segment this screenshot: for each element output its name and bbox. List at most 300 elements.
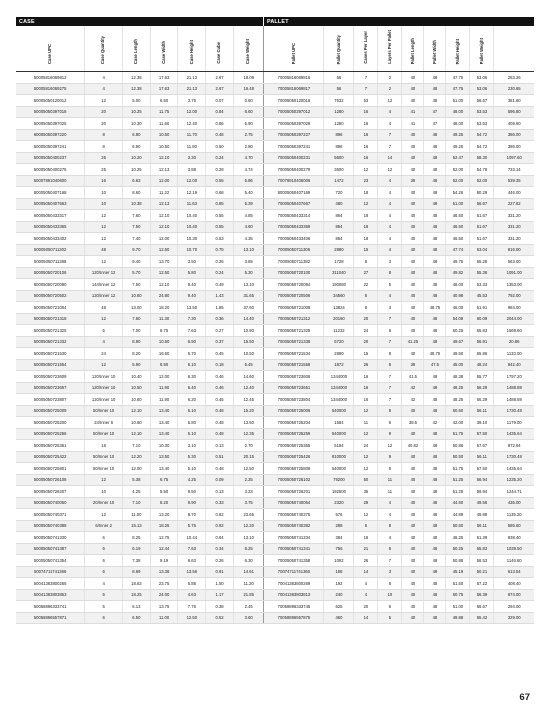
case-cell: 12.00 — [123, 463, 151, 475]
pallet-cell: 52.47 — [446, 152, 470, 164]
table-row — [264, 451, 534, 463]
case-cell: 9.19 — [150, 555, 178, 567]
case-cell: 50005050711302 — [16, 244, 85, 256]
pallet-cell: 70005050723651 — [264, 382, 324, 394]
table-row — [16, 302, 263, 314]
pallet-cell: 50.50 — [446, 405, 470, 417]
pallet-cell: 46.50 — [446, 210, 470, 222]
case-cell: 0.91 — [206, 566, 234, 578]
pallet-cell: 70005050711306 — [264, 244, 324, 256]
pallet-cell: 9 — [378, 463, 402, 475]
pallet-cell: 34560 — [324, 290, 354, 302]
pallet-cell: 1353.00 — [494, 279, 534, 291]
case-cell: 3.23 — [233, 486, 263, 498]
case-cell: 6 — [85, 325, 123, 337]
pallet-cell: 563.00 — [494, 256, 534, 268]
pallet-column-label: Layers Per Pallet — [386, 30, 392, 64]
case-cell: 6 — [85, 566, 123, 578]
case-cell: 0.55 — [206, 175, 234, 187]
pallet-cell: 48 — [424, 221, 446, 233]
pallet-column-label: Pallet Length — [409, 37, 415, 64]
case-cell: 8.75 — [150, 325, 178, 337]
pallet-cell: 49.88 — [470, 509, 494, 521]
pallet-cell: 15 — [354, 348, 378, 360]
pallet-cell: 70005050721534 — [264, 348, 324, 360]
case-cell: 120/Inner 10 — [85, 382, 123, 394]
pallet-cell: 11 — [378, 486, 402, 498]
case-cell: 12 — [85, 95, 123, 107]
case-cell: 5.75 — [178, 520, 206, 532]
table-row — [16, 106, 263, 118]
pallet-cell: 70058896333745 — [264, 601, 324, 613]
pallet-cell: 539.35 — [494, 175, 534, 187]
case-cell: 11.00 — [123, 509, 151, 521]
case-cell: 120/Inner 10 — [85, 394, 123, 406]
case-cell: 0.50 — [206, 141, 234, 153]
case-cell: 16 — [85, 175, 123, 187]
table-row — [264, 555, 534, 567]
pallet-cell: 1244.71 — [494, 486, 534, 498]
case-cell: 0.60 — [233, 95, 263, 107]
pallet-cell: 540000 — [324, 405, 354, 417]
case-cell: 3.10 — [178, 440, 206, 452]
pallet-cell: 48 — [424, 474, 446, 486]
pallet-cell: 48 — [424, 371, 446, 383]
table-row — [16, 417, 263, 429]
case-cell: 50005050723807 — [16, 394, 85, 406]
pallet-cell: 40 — [402, 83, 424, 95]
case-cell: 18 — [85, 440, 123, 452]
case-cell: 0.07 — [206, 95, 234, 107]
case-cell: 11.63 — [178, 198, 206, 210]
case-cell: 5.88 — [178, 578, 206, 590]
pallet-cell: 48 — [424, 589, 446, 601]
pallet-cell: 7 — [378, 371, 402, 383]
pallet-cell: 44.89 — [446, 509, 470, 521]
case-cell: 3.30 — [178, 152, 206, 164]
case-cell: 13.20 — [150, 509, 178, 521]
case-cell: 50005050741330 — [16, 532, 85, 544]
case-cell: 12.10 — [150, 279, 178, 291]
pallet-cell: 16 — [354, 394, 378, 406]
pallet-cell: 613.54 — [494, 566, 534, 578]
table-row — [264, 72, 534, 84]
case-cell: 3.75 — [233, 497, 263, 509]
pallet-cell: 26 — [354, 359, 378, 371]
pallet-cell: 4 — [378, 244, 402, 256]
case-cell: 5.80 — [178, 417, 206, 429]
pallet-cell: 48.75 — [424, 348, 446, 360]
case-cell: 12.38 — [123, 83, 151, 95]
pallet-cell: 48 — [424, 95, 446, 107]
pallet-cell: 18 — [354, 210, 378, 222]
pallet-cell: 48 — [424, 520, 446, 532]
case-cell: 10.50 — [233, 348, 263, 360]
case-cell: 8.20 — [123, 348, 151, 360]
table-row — [264, 198, 534, 210]
case-cell: 8.25 — [123, 532, 151, 544]
pallet-cell: 1488.88 — [494, 382, 534, 394]
pallet-cell: 51.50 — [446, 578, 470, 590]
pallet-cell: 40 — [402, 589, 424, 601]
pallet-cell: 4 — [378, 509, 402, 521]
pallet-cell: 6 — [378, 543, 402, 555]
case-cell: 50005816069812 — [16, 72, 85, 84]
pallet-cell: 47 — [424, 106, 446, 118]
pallet-cell: 54.26 — [446, 187, 470, 199]
pallet-cell: 70041383803813 — [264, 589, 324, 601]
pallet-cell: 168 — [324, 566, 354, 578]
pallet-cell: 4 — [378, 233, 402, 245]
pallet-cell: 1872 — [324, 359, 354, 371]
pallet-cell: 40 — [402, 325, 424, 337]
case-cell: 5.90 — [123, 359, 151, 371]
pallet-cell: 1280 — [324, 106, 354, 118]
pallet-cell: 331.20 — [494, 233, 534, 245]
case-cell: 50005050397025 — [16, 118, 85, 130]
case-cell: 0.75 — [206, 244, 234, 256]
pallet-cell: 896 — [324, 129, 354, 141]
case-cell: 10 — [85, 187, 123, 199]
pallet-cell: 1235.20 — [494, 474, 534, 486]
pallet-cell: 51.00 — [446, 198, 470, 210]
pallet-cell: 190080 — [324, 279, 354, 291]
pallet-cell: 70005050720094 — [264, 279, 324, 291]
pallet-cell: 48.75 — [424, 302, 446, 314]
pallet-cell: 49.75 — [446, 256, 470, 268]
case-cell: 10 — [85, 198, 123, 210]
case-cell: 0.26 — [206, 256, 234, 268]
pallet-cell: 48 — [424, 267, 446, 279]
case-cell: 4 — [85, 72, 123, 84]
case-cell: 11.75 — [150, 106, 178, 118]
pallet-cell: 596.80 — [494, 106, 534, 118]
case-cell: 12.44 — [150, 543, 178, 555]
case-cell: 10.44 — [178, 532, 206, 544]
pallet-cell: 11232 — [324, 325, 354, 337]
pallet-cell: 70005050726102 — [264, 474, 324, 486]
case-cell: 0.24 — [206, 267, 234, 279]
table-row — [16, 612, 263, 624]
pallet-cell: 70005050723606 — [264, 371, 324, 383]
case-cell: 12 — [85, 210, 123, 222]
pallet-cell: 50.25 — [446, 543, 470, 555]
pallet-cell: 5 — [378, 279, 402, 291]
case-column-header — [206, 26, 234, 72]
case-cell: 7.50 — [123, 279, 151, 291]
pallet-cell: 40 — [402, 95, 424, 107]
pallet-cell: 48 — [424, 175, 446, 187]
pallet-cell: 2880 — [324, 244, 354, 256]
pallet-cell: 50.50 — [446, 520, 470, 532]
case-cell: 80005050407168 — [16, 187, 85, 199]
pallet-cell: 48 — [424, 325, 446, 337]
pallet-cell: 56 — [324, 72, 354, 84]
pallet-table-body — [264, 72, 534, 624]
pallet-cell: 55.42 — [470, 612, 494, 624]
pallet-cell: 1584 — [324, 417, 354, 429]
pallet-cell: 70005050433369 — [264, 221, 324, 233]
pallet-cell: 39 — [402, 175, 424, 187]
case-cell: 0.18 — [206, 359, 234, 371]
table-row — [264, 164, 534, 176]
case-cell: 8.90 — [123, 336, 151, 348]
case-cell: 2.80 — [233, 141, 263, 153]
case-cell: 5.10 — [178, 405, 206, 417]
spec-tables — [16, 17, 534, 624]
pallet-column-header — [264, 26, 324, 72]
pallet-cell: 15 — [354, 244, 378, 256]
case-cell: 50005050721554 — [16, 359, 85, 371]
case-cell: 6.40 — [178, 382, 206, 394]
pallet-cell: 70005816069817 — [264, 83, 324, 95]
pallet-cell: 6 — [354, 520, 378, 532]
case-cell: 60005050397220 — [16, 129, 85, 141]
table-row — [264, 486, 534, 498]
case-cell: 10.20 — [123, 152, 151, 164]
case-cell: 50007891040600 — [16, 175, 85, 187]
table-row — [16, 152, 263, 164]
pallet-cell: 41.5 — [402, 371, 424, 383]
pallet-cell: 40 — [402, 256, 424, 268]
pallet-cell: 57.50 — [470, 463, 494, 475]
case-column-label: Case Weight — [245, 38, 251, 64]
pallet-cell: 446.00 — [494, 187, 534, 199]
case-cell: 9.70 — [178, 509, 206, 521]
pallet-cell: 29 — [354, 497, 378, 509]
pallet-cell: 381.60 — [494, 95, 534, 107]
pallet-cell: 50 — [354, 474, 378, 486]
case-cell: 10.50 — [150, 336, 178, 348]
table-row — [16, 313, 263, 325]
case-cell: 0.45 — [206, 394, 234, 406]
case-cell: 0.24 — [206, 152, 234, 164]
pallet-cell: 70005050120016 — [264, 95, 324, 107]
pallet-cell: 48 — [424, 601, 446, 613]
table-row — [16, 187, 263, 199]
pallet-cell: 57.22 — [470, 578, 494, 590]
case-cell: 50005050725422 — [16, 451, 85, 463]
pallet-cell: 864 — [324, 210, 354, 222]
case-cell: 50005050725801 — [16, 463, 85, 475]
pallet-cell: 46.25 — [446, 532, 470, 544]
case-cell: 0.85 — [206, 198, 234, 210]
pallet-cell: 50.75 — [446, 589, 470, 601]
pallet-cell: 41.25 — [402, 336, 424, 348]
spec-page — [16, 17, 534, 624]
pallet-cell: 540000 — [324, 463, 354, 475]
pallet-cell: 40 — [402, 428, 424, 440]
pallet-cell: 6 — [378, 417, 402, 429]
pallet-cell: 7 — [378, 336, 402, 348]
pallet-cell: 7 — [378, 313, 402, 325]
case-cell: 0.13 — [206, 486, 234, 498]
case-cell: 6.50 — [123, 612, 151, 624]
table-row — [16, 336, 263, 348]
case-cell: 12 — [85, 509, 123, 521]
pallet-cell: 70005050720100 — [264, 267, 324, 279]
pallet-cell: 864 — [324, 221, 354, 233]
pallet-cell: 54.72 — [470, 129, 494, 141]
case-cell: 13.00 — [123, 302, 151, 314]
pallet-cell: 1135.20 — [494, 509, 534, 521]
case-cell: 12.38 — [123, 72, 151, 84]
pallet-cell: 40 — [402, 210, 424, 222]
pallet-cell: 39.10 — [470, 417, 494, 429]
pallet-cell: 16 — [354, 141, 378, 153]
pallet-cell: 3 — [378, 302, 402, 314]
table-row — [264, 233, 534, 245]
pallet-cell: 40 — [402, 279, 424, 291]
pallet-cell: 54.78 — [470, 164, 494, 176]
pallet-cell: 409.60 — [494, 118, 534, 130]
case-cell: 50005050721004 — [16, 302, 85, 314]
table-row — [264, 187, 534, 199]
case-cell: 12.40 — [233, 382, 263, 394]
pallet-cell: 40 — [402, 302, 424, 314]
page-number: 67 — [519, 692, 530, 703]
case-cell: 12 — [85, 474, 123, 486]
pallet-cell: 70005050711382 — [264, 256, 324, 268]
table-row — [16, 405, 263, 417]
table-row — [16, 233, 263, 245]
pallet-cell: 50.86 — [446, 440, 470, 452]
pallet-cell: 5600 — [324, 152, 354, 164]
table-row — [264, 428, 534, 440]
case-cell: 4.74 — [233, 164, 263, 176]
pallet-cell: 12 — [354, 509, 378, 521]
pallet-cell: 48 — [424, 72, 446, 84]
table-row — [16, 175, 263, 187]
table-row — [264, 474, 534, 486]
pallet-cell: 1344000 — [324, 382, 354, 394]
pallet-cell: 20 — [354, 601, 378, 613]
case-cell: 50074711741366 — [16, 566, 85, 578]
pallet-cell: 56.11 — [470, 520, 494, 532]
case-cell: 7.38 — [123, 555, 151, 567]
pallet-cell: 54.08 — [446, 313, 470, 325]
case-cell: 48 — [85, 302, 123, 314]
table-row — [264, 129, 534, 141]
case-cell: 23.65 — [233, 509, 263, 521]
case-column-header — [123, 26, 151, 72]
pallet-cell: 53.53 — [470, 118, 494, 130]
case-cell: 5.10 — [178, 463, 206, 475]
case-cell: 6.50 — [150, 95, 178, 107]
pallet-cell: 70005050725259 — [264, 428, 324, 440]
case-column-label: Case Quantity — [100, 35, 106, 64]
case-cell: 0.55 — [206, 221, 234, 233]
pallet-cell: 48 — [424, 532, 446, 544]
case-cell: 12.50 — [150, 267, 178, 279]
case-cell: 0.92 — [206, 520, 234, 532]
pallet-cell: 386.00 — [494, 141, 534, 153]
case-cell: 50005050741387 — [16, 543, 85, 555]
case-cell: 16.48 — [233, 83, 263, 95]
case-cell: 9.50 — [178, 486, 206, 498]
table-row — [16, 290, 263, 302]
pallet-cell: 40 — [402, 129, 424, 141]
pallet-cell: 14 — [354, 612, 378, 624]
case-cell: 5.30 — [233, 267, 263, 279]
pallet-cell: 1097.60 — [494, 152, 534, 164]
table-row — [264, 509, 534, 521]
case-cell: 48 — [85, 244, 123, 256]
case-cell: 2.67 — [206, 72, 234, 84]
case-cell: 14.40 — [233, 313, 263, 325]
case-cell: 24.00 — [150, 589, 178, 601]
case-cell: 8 — [85, 141, 123, 153]
pallet-cell: 70005050400279 — [264, 164, 324, 176]
pallet-cell: 70005050725808 — [264, 463, 324, 475]
pallet-cell: 70005050720506 — [264, 290, 324, 302]
case-cell: 11.90 — [150, 382, 178, 394]
pallet-cell: 12 — [354, 198, 378, 210]
pallet-cell: 53 — [354, 95, 378, 107]
pallet-cell: 48 — [424, 233, 446, 245]
case-cell: 12.40 — [178, 118, 206, 130]
case-cell: 10.30 — [150, 440, 178, 452]
case-cell: 18.63 — [123, 578, 151, 590]
pallet-cell: 40 — [402, 72, 424, 84]
case-cell: 50005050725361 — [16, 440, 85, 452]
pallet-cell: 70005050725365 — [264, 440, 324, 452]
pallet-cell: 26 — [354, 555, 378, 567]
pallet-cell: 6720 — [324, 336, 354, 348]
pallet-cell: 40 — [402, 463, 424, 475]
case-cell: 18.20 — [150, 302, 178, 314]
case-cell: 6.20 — [178, 394, 206, 406]
pallet-cell: 27 — [354, 267, 378, 279]
case-cell: 8.25 — [233, 543, 263, 555]
pallet-cell: 42 — [402, 394, 424, 406]
table-row — [264, 83, 534, 95]
case-cell: 0.48 — [206, 405, 234, 417]
case-cell: 50005050120012 — [16, 95, 85, 107]
case-cell: 6 — [85, 543, 123, 555]
pallet-cell: 49.88 — [446, 612, 470, 624]
pallet-cell: 56 — [324, 83, 354, 95]
pallet-cell: 48 — [424, 210, 446, 222]
pallet-cell: 48 — [424, 428, 446, 440]
case-cell: 3.75 — [178, 95, 206, 107]
pallet-cell: 45.53 — [470, 290, 494, 302]
case-cell: 0.48 — [206, 428, 234, 440]
case-cell: 13.40 — [150, 428, 178, 440]
pallet-cell: 18 — [354, 187, 378, 199]
pallet-cell: 18 — [354, 233, 378, 245]
pallet-cell: 48 — [424, 244, 446, 256]
pallet-cell: 56.39 — [470, 589, 494, 601]
pallet-cell: 9 — [378, 405, 402, 417]
case-cell: 5.90 — [233, 118, 263, 130]
pallet-cell: 56.67 — [470, 95, 494, 107]
case-cell: 0.51 — [206, 451, 234, 463]
pallet-cell: 47.75 — [446, 83, 470, 95]
case-cell: 7.10 — [123, 440, 151, 452]
pallet-cell: 816.00 — [494, 244, 534, 256]
pallet-cell: 625 — [324, 601, 354, 613]
pallet-cell: 47.74 — [446, 244, 470, 256]
case-cell: 5.45 — [233, 359, 263, 371]
pallet-cell: 56.11 — [470, 405, 494, 417]
pallet-cell: 49.67 — [446, 336, 470, 348]
table-row — [16, 164, 263, 176]
pallet-cell: 40 — [402, 543, 424, 555]
pallet-cell: 40 — [402, 233, 424, 245]
pallet-cell: 2 — [378, 72, 402, 84]
table-row — [16, 198, 263, 210]
